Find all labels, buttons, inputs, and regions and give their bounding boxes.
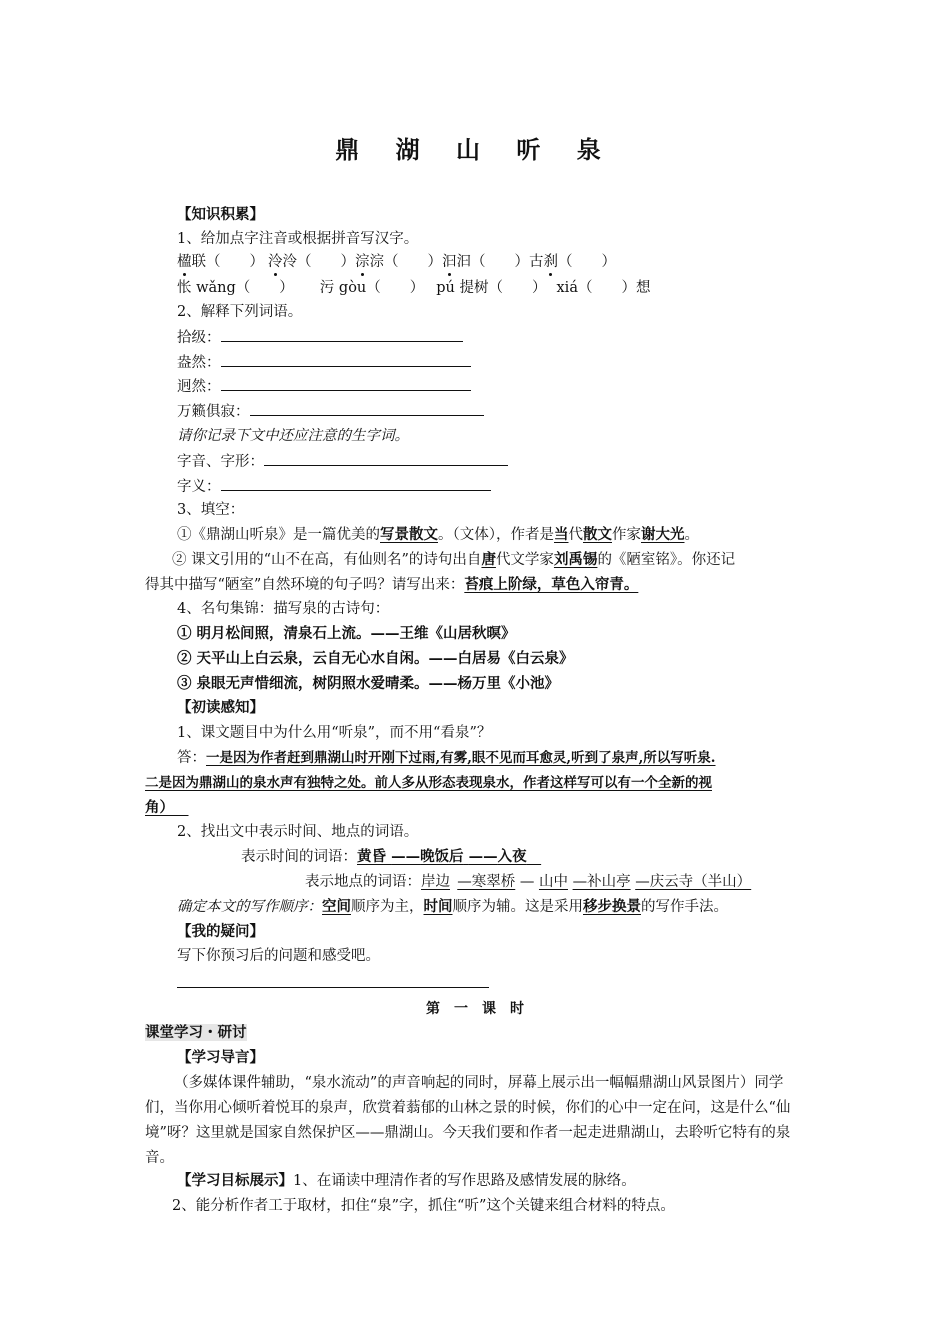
answer-line[interactable] bbox=[221, 476, 491, 491]
intro-paragraph: （多媒体课件辅助，“泉水流动”的声音响起的同时，屏幕上展示出一幅幅鼎湖山风景图片）同学们，当你用心倾听着悦耳的泉声，欣赏着蓊郁的山林之景的时候，你们的心中一定在问，这是什么“仙境”呀？这里就是国家自然保护区——鼎湖山。今天我们要和作者一起走进鼎湖山，去聆听它特有的泉音。 bbox=[145, 1075, 791, 1166]
goal-line-1: 【学习目标展示】1、在诵读中理清作者的写作思路及感情发展的脉络。 bbox=[177, 1172, 636, 1189]
answer-line-2: 二是因为鼎湖山的泉水声有独特之处。前人多从形态表现泉水，作者这样写可以有一个全新的视 bbox=[145, 775, 712, 791]
pinyin-row-2 bbox=[177, 278, 650, 298]
pinyin-item: pú 提树（ ） bbox=[436, 280, 547, 296]
lesson-title: 第 一 课 时 bbox=[426, 1001, 524, 1017]
section-heading-questions: 【我的疑问】 bbox=[177, 923, 264, 940]
pinyin-item: 泠泠（ ） bbox=[268, 254, 355, 270]
page-title: 鼎 湖 山 听 泉 bbox=[335, 135, 615, 164]
fill-line-2: ② 课文引用的“山不在高，有仙则名”的诗句出自唐代文学家刘禹锡的《陋室铭》。你还记 bbox=[172, 551, 736, 568]
section-heading-intro: 【学习导言】 bbox=[177, 1049, 264, 1066]
place-words-line: 表示地点的词语：岸边 —寒翠桥 — 山中 —补山亭 —庆云寺（半山） bbox=[305, 874, 752, 890]
answer-line-1: 答：一是因为作者赶到鼎湖山时开刚下过雨,有雾,眼不见而耳愈灵,听到了泉声,所以写听泉. bbox=[177, 750, 716, 766]
time-words-line: 表示时间的词语：黄昏 ——晚饭后 ——入夜 bbox=[241, 848, 527, 865]
answer-line[interactable] bbox=[264, 451, 508, 466]
note-text: 请你记录下文中还应注意的生字词。 bbox=[177, 428, 409, 444]
term-row: 字义： bbox=[177, 476, 491, 497]
poem-line: ① 明月松间照，清泉石上流。——王维《山居秋暝》 bbox=[177, 625, 516, 642]
pinyin-row-1 bbox=[177, 252, 616, 272]
answer-line[interactable] bbox=[221, 352, 471, 367]
term-row: 万籁俱寂： bbox=[177, 401, 484, 422]
question-1: 1、给加点字注音或根据拼音写汉字。 bbox=[177, 231, 419, 247]
poem-line: ③ 泉眼无声惜细流，树阴照水爱晴柔。——杨万里《小池》 bbox=[177, 675, 560, 692]
question-2: 2、解释下列词语。 bbox=[177, 304, 303, 320]
fill-line-1: ①《鼎湖山听泉》是一篇优美的写景散文。（文体），作者是当代散文作家谢大光。 bbox=[177, 526, 699, 543]
term-row: 盎然： bbox=[177, 352, 471, 373]
question-1: 1、课文题目中为什么用“听泉”，而不用“看泉”？ bbox=[177, 725, 492, 741]
term-row: 迥然： bbox=[177, 376, 471, 397]
answer-line[interactable] bbox=[250, 401, 484, 416]
pinyin-item: 淙淙（ ） bbox=[355, 254, 442, 270]
answer-line[interactable] bbox=[221, 327, 463, 342]
pinyin-item: 楹联（ ） bbox=[177, 254, 264, 270]
pinyin-item: 汩汩（ ） bbox=[442, 254, 529, 270]
class-label: 课堂学习・研讨 bbox=[145, 1024, 247, 1041]
answer-line[interactable] bbox=[177, 987, 489, 988]
term-row: 拾级： bbox=[177, 327, 463, 348]
answer-line[interactable] bbox=[221, 376, 471, 391]
prompt-text: 写下你预习后的问题和感受吧。 bbox=[177, 948, 380, 964]
pinyin-item: 怅 wǎng（ ） bbox=[177, 280, 294, 296]
question-4: 4、名句集锦：描写泉的古诗句： bbox=[177, 601, 390, 617]
question-3: 3、填空： bbox=[177, 502, 245, 518]
writing-order-line: 确定本文的写作顺序：空间顺序为主，时间顺序为辅。这是采用移步换景的写作手法。 bbox=[177, 898, 728, 915]
term-row: 字音、字形： bbox=[177, 451, 508, 472]
section-heading-first-reading: 【初读感知】 bbox=[177, 699, 264, 716]
pinyin-item: xiá（ ）想 bbox=[556, 280, 651, 296]
section-heading-knowledge: 【知识积累】 bbox=[177, 206, 264, 223]
pinyin-item: 污 gòu（ ） bbox=[319, 280, 425, 296]
pinyin-item: 古刹（ ） bbox=[529, 254, 616, 270]
poem-line: ② 天平山上白云泉，云自无心水自闲。——白居易《白云泉》 bbox=[177, 650, 574, 667]
goal-line-2: 2、能分析作者工于取材，扣住“泉”字，抓住“听”这个关键来组合材料的特点。 bbox=[172, 1198, 675, 1214]
question-2: 2、找出文中表示时间、地点的词语。 bbox=[177, 824, 419, 840]
fill-line-3: 得其中描写“陋室”自然环境的句子吗？请写出来：苔痕上阶绿，草色入帘青。 bbox=[145, 576, 639, 593]
answer-line-3: 角） bbox=[145, 799, 174, 816]
